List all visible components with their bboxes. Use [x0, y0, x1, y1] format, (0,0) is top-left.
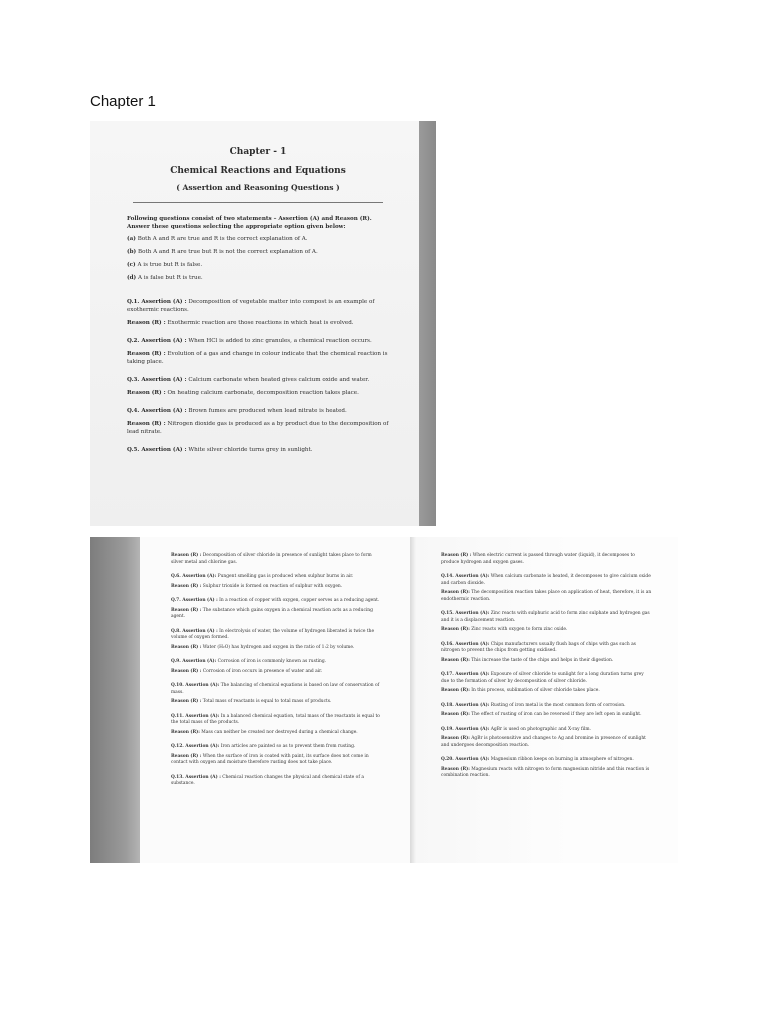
q17-assertion: [441, 672, 653, 685]
page-edge-shadow: [419, 121, 436, 526]
reason-label: Reason (R) :: [127, 390, 166, 396]
reason-label: Reason (R):: [441, 712, 470, 717]
q16-assertion: [441, 642, 653, 655]
reason-text: Magnesium reacts with nitrogen to form magnesium nitride and this reaction is combination reaction.: [441, 766, 650, 778]
q16-reason: [441, 658, 653, 665]
photo-subtitle: Chemical Reactions and Equations: [170, 166, 346, 176]
reason-text: Corrosion of iron occurs in presence of water and air.: [202, 668, 323, 674]
assertion-text: Calcium carbonate when heated gives calcium oxide and water.: [188, 377, 370, 383]
assertion-text: White silver chloride turns grey in sunlight.: [188, 447, 313, 453]
assertion-text: When HCl is added to zinc granules, a chemical reaction occurs.: [188, 338, 372, 344]
q15-reason: [441, 627, 653, 634]
reason-text: Total mass of reactants is equal to total mass of products.: [202, 699, 332, 704]
option-label: (c): [127, 262, 136, 268]
reason-text: Evolution of a gas and change in colour indicate that the chemical reaction is taking place.: [127, 351, 388, 365]
left-page-content: [171, 553, 383, 791]
assertion-label: Q.2. Assertion (A) :: [127, 338, 187, 344]
q1-reason: [127, 319, 389, 327]
q8-reason: [171, 645, 383, 652]
reason-label: Reason (R) :: [171, 668, 202, 674]
q4-assertion: [127, 407, 389, 415]
q12-assertion: [171, 744, 383, 751]
q6-assertion: [171, 574, 383, 581]
assertion-text: AgBr is used on photographic and X-ray film.: [490, 726, 591, 732]
assertion-label: Q.18. Assertion (A):: [441, 702, 490, 708]
assertion-label: Q.16. Assertion (A):: [441, 641, 490, 647]
reason-text: The effect of rusting of iron can be reversed if they are left open in sunlight.: [471, 712, 642, 717]
option-text: A is false but R is true.: [138, 275, 203, 281]
assertion-text: When calcium carbonate is heated, it decomposes to give calcium oxide and carbon dioxide.: [441, 574, 651, 586]
q18-reason: [441, 712, 653, 719]
reason-label: Reason (R) :: [171, 607, 202, 613]
instructions-text: Following questions consist of two statements – Assertion (A) and Reason (R). Answer these questions selecting the appropriate option given below:: [127, 216, 372, 230]
reason-text: The decomposition reaction takes place on application of heat, therefore, it is an endothermic reaction.: [441, 590, 652, 602]
photo-subsubtitle: ( Assertion and Reasoning Questions ): [176, 183, 340, 192]
reason-label: Reason (R) :: [171, 553, 202, 558]
option-label: (d): [127, 275, 137, 281]
reason-text: Zinc reacts with oxygen to form zinc oxide.: [471, 627, 568, 632]
option-a: [127, 235, 389, 243]
reason-text: Decomposition of silver chloride in presence of sunlight takes place to form silver metal and chlorine gas.: [171, 553, 372, 565]
q3-assertion: [127, 376, 389, 384]
assertion-text: In a reaction of copper with oxygen, copper serves as a reducing agent.: [219, 598, 380, 603]
q5-assertion: [127, 446, 389, 454]
chapter-heading: Chapter 1: [90, 93, 156, 110]
q11-reason: [171, 730, 383, 737]
assertion-label: Q.5. Assertion (A) :: [127, 447, 187, 453]
assertion-label: Q.15. Assertion (A):: [441, 611, 490, 616]
assertion-text: Pungent smelling gas is produced when sulphur burns in air.: [217, 574, 354, 579]
assertion-label: Q.7. Assertion (A) :: [171, 598, 218, 603]
assertion-label: Q.20. Assertion (A):: [441, 757, 490, 762]
q8-assertion: [171, 629, 383, 642]
assertion-label: Q.4. Assertion (A) :: [127, 408, 187, 414]
assertion-label: Q.17. Assertion (A):: [441, 672, 490, 677]
reason-label: Reason (R) :: [441, 553, 472, 558]
option-d: [127, 274, 389, 282]
q14-reason: [441, 590, 653, 603]
reason-label: Reason (R) :: [171, 644, 202, 650]
q13-reason: [441, 553, 653, 566]
q18-assertion: [441, 703, 653, 710]
q4-reason: [127, 420, 389, 436]
q7-assertion: [171, 598, 383, 605]
assertion-text: Magnesium ribbon keeps on burning in atmosphere of nitrogen.: [490, 757, 634, 762]
assertion-label: Q.10. Assertion (A):: [171, 683, 220, 688]
reason-text: Water (H₂O) has hydrogen and oxygen in the ratio of 1:2 by volume.: [202, 644, 355, 650]
title-divider: [133, 202, 383, 203]
reason-text: This increase the taste of the chips and helps in their digestion.: [471, 657, 614, 663]
assertion-text: In electrolysis of water, the volume of hydrogen liberated is twice the volume of oxygen formed.: [171, 628, 375, 640]
assertion-text: Chemical reaction changes the physical and chemical state of a substance.: [171, 774, 364, 786]
option-c: [127, 261, 389, 269]
q10-reason: [171, 699, 383, 706]
q3-reason: [127, 389, 389, 397]
assertion-label: Q.6. Assertion (A):: [171, 574, 217, 579]
assertion-label: Q.9. Assertion (A):: [171, 659, 217, 664]
reason-label: Reason (R):: [171, 729, 200, 735]
page-binding-band: [90, 537, 140, 863]
q20-assertion: [441, 757, 653, 764]
assertion-text: Corrosion of iron is commonly known as rusting.: [217, 659, 327, 664]
q9-reason: [171, 669, 383, 676]
q1-assertion: [127, 298, 389, 314]
option-label: (b): [127, 249, 137, 255]
reason-label: Reason (R) :: [171, 753, 202, 759]
q17-reason: [441, 688, 653, 695]
q5-reason: [171, 553, 383, 566]
assertion-text: Rusting of iron metal is the most common form of corrosion.: [490, 702, 626, 708]
photo-title: Chapter - 1: [229, 147, 287, 157]
assertion-text: Brown fumes are produced when lead nitrate is heated.: [188, 408, 347, 414]
reason-label: Reason (R):: [441, 766, 470, 772]
q12-reason: [171, 754, 383, 767]
reason-text: Mass can neither be created nor destroyed during a chemical change.: [201, 729, 358, 735]
q11-assertion: [171, 714, 383, 727]
q20-reason: [441, 767, 653, 780]
q7-reason: [171, 608, 383, 621]
reason-text: On heating calcium carbonate, decomposition reaction takes place.: [167, 390, 359, 396]
q19-reason: [441, 736, 653, 749]
reason-text: The substance which gains oxygen in a chemical reaction acts as a reducing agent.: [171, 607, 373, 619]
assertion-label: Q.13. Assertion (A) :: [171, 774, 221, 780]
reason-label: Reason (R):: [441, 657, 470, 663]
q15-assertion: [441, 611, 653, 624]
right-page-content: [441, 553, 653, 783]
option-text: A is true but R is false.: [137, 262, 203, 268]
assertion-label: Q.19. Assertion (A):: [441, 726, 490, 732]
assertion-text: Zinc reacts with sulphuric acid to form zinc sulphate and hydrogen gas and it is a displacement reaction.: [441, 611, 650, 623]
reason-label: Reason (R):: [441, 736, 470, 741]
assertion-text: The balancing of chemical equations is based on law of conservation of mass.: [171, 683, 380, 695]
q13-assertion: [171, 775, 383, 788]
reason-text: In this process, sublimation of silver chloride takes place.: [471, 688, 600, 693]
assertion-text: Iron articles are painted so as to prevent them from rusting.: [220, 744, 356, 749]
reason-label: Reason (R) :: [127, 421, 166, 427]
q2-reason: [127, 350, 389, 366]
reason-text: AgBr is photosensitive and changes to Ag and bromine in presence of sunlight and undergoes decomposition reaction.: [441, 736, 646, 748]
reason-label: Reason (R) :: [171, 583, 202, 589]
reason-label: Reason (R) :: [127, 351, 166, 357]
assertion-label: Q.8. Assertion (A) :: [171, 628, 218, 634]
reason-label: Reason (R) :: [171, 699, 202, 704]
reason-text: When electric current is passed through water (liquid), it decomposes to produce hydrogen and oxygen gases.: [441, 553, 635, 565]
assertion-text: In a balanced chemical equation, total mass of the reactants is equal to the total mass of the products.: [171, 713, 380, 725]
option-label: (a): [127, 236, 136, 242]
reason-text: When the surface of iron is coated with paint, its surface does not come in contact with oxygen and moisture therefore rusting does not take place.: [171, 753, 369, 765]
reason-text: Sulphur trioxide is formed on reaction of sulphur with oxygen.: [202, 583, 343, 589]
q9-assertion: [171, 659, 383, 666]
q10-assertion: [171, 683, 383, 696]
assertion-label: Q.11. Assertion (A):: [171, 713, 220, 719]
q2-assertion: [127, 337, 389, 345]
q6-reason: [171, 584, 383, 591]
reason-text: Nitrogen dioxide gas is produced as a by product due to the decomposition of lead nitrate.: [127, 421, 389, 435]
assertion-label: Q.3. Assertion (A) :: [127, 377, 187, 383]
photo-1-content: [127, 147, 389, 459]
q19-assertion: [441, 727, 653, 734]
reason-label: Reason (R):: [441, 627, 470, 632]
assertion-label: Q.14. Assertion (A):: [441, 574, 490, 579]
page-photo-2: [90, 537, 678, 863]
assertion-text: Chips manufacturers usually flush bags of chips with gas such as nitrogen to prevent the chips from getting oxidised.: [441, 641, 636, 653]
reason-label: Reason (R):: [441, 590, 470, 595]
option-text: Both A and R are true but R is not the correct explanation of A.: [138, 249, 318, 255]
assertion-text: Exposure of silver chloride to sunlight for a long duration turns grey due to the formation of silver by decomposition of silver chloride.: [441, 672, 644, 684]
page-photo-1: [90, 121, 436, 526]
reason-text: Exothermic reaction are those reactions in which heat is evolved.: [167, 320, 354, 326]
assertion-text: Decomposition of vegetable matter into compost is an example of exothermic reactions.: [127, 299, 375, 313]
option-b: [127, 248, 389, 256]
q14-assertion: [441, 574, 653, 587]
reason-label: Reason (R):: [441, 688, 470, 693]
reason-label: Reason (R) :: [127, 320, 166, 326]
option-text: Both A and R are true and R is the correct explanation of A.: [137, 236, 308, 242]
assertion-label: Q.12. Assertion (A):: [171, 744, 220, 749]
assertion-label: Q.1. Assertion (A) :: [127, 299, 187, 305]
